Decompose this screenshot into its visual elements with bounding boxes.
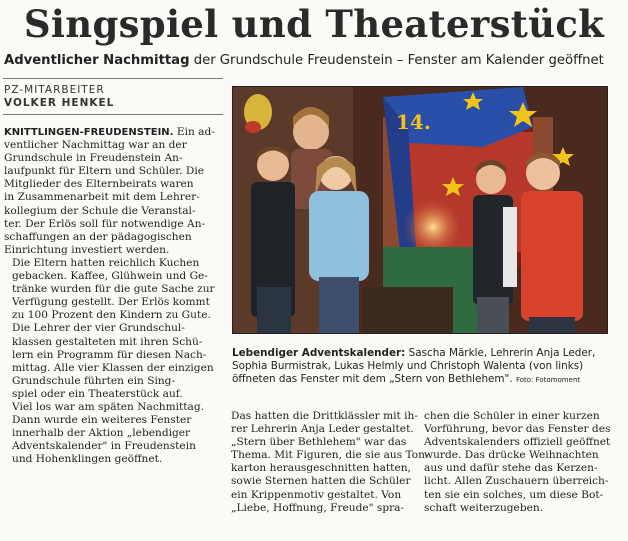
text-line: ventlicher Nachmittag war an der bbox=[4, 139, 187, 152]
caption-lead: Lebendiger Adventskalender: bbox=[232, 347, 406, 359]
text-line: wurde. Das drücke Weihnachten bbox=[424, 449, 599, 462]
text-line: Das hatten die Drittklässler mit ih- bbox=[231, 410, 418, 422]
paragraph-3 bbox=[4, 322, 223, 401]
text-line: spiel oder ein Theaterstück auf. bbox=[12, 387, 183, 400]
subheadline-bold: Adventlicher Nachmittag bbox=[4, 53, 190, 68]
caption-line-2: Sophia Burmistrak, Lukas Helmly und Christoph Walenta (von links) bbox=[232, 360, 584, 373]
byline-role: PZ-MITARBEITER bbox=[4, 84, 105, 96]
text-line-rest: Ein ad- bbox=[173, 126, 215, 138]
text-line: Dann wurde ein weiteres Fenster bbox=[12, 414, 192, 427]
text-line: Adventskalender" in Freudenstein bbox=[12, 440, 196, 453]
article-headline: Singspiel und Theaterstück bbox=[23, 2, 605, 46]
text-line: Die Eltern hatten reichlich Kuchen bbox=[12, 256, 200, 269]
paragraph-2 bbox=[4, 257, 223, 322]
photo-credit: Foto: Fotomoment bbox=[515, 376, 581, 385]
byline-rule-top bbox=[3, 78, 223, 79]
text-line: licht. Allen Zuschauern überreich- bbox=[424, 475, 609, 488]
text-line: Die Lehrer der vier Grundschul- bbox=[12, 322, 185, 335]
text-line: Thema. Mit Figuren, die sie aus Ton- bbox=[231, 449, 429, 462]
byline-rule-bottom bbox=[3, 114, 223, 115]
text-line: chen die Schüler in einer kurzen bbox=[424, 410, 600, 422]
banner-number: 14. bbox=[396, 110, 431, 134]
caption-line-3-text: öffneten das Fenster mit dem „Stern von Bethlehem". bbox=[232, 373, 513, 386]
article-column-2 bbox=[231, 410, 429, 515]
text-line: aus und dafür stehe das Kerzen- bbox=[424, 462, 598, 475]
text-line: ein Krippenmotiv gestaltet. Von bbox=[231, 488, 402, 501]
article-photo bbox=[232, 86, 608, 334]
article-subheadline bbox=[4, 53, 626, 68]
text-line: Grundschule führten ein Sing- bbox=[12, 374, 176, 387]
article-column-1 bbox=[4, 126, 223, 466]
text-line: schaft weiterzugeben. bbox=[424, 501, 544, 514]
subheadline-rest: der Grundschule Freudenstein – Fenster am Kalender geöffnet bbox=[189, 53, 604, 68]
text-line: Grundschule in Freudenstein An- bbox=[4, 152, 183, 165]
text-line: Vorführung, bevor das Fenster des bbox=[424, 423, 611, 436]
text-line: Verfügung gestellt. Der Erlös kommt bbox=[12, 296, 210, 309]
text-line: ter. Der Erlös soll für notwendige An- bbox=[4, 217, 206, 230]
caption-line-3 bbox=[232, 373, 622, 387]
text-line: in Zusammenarbeit mit dem Lehrer- bbox=[4, 191, 200, 204]
paragraph-1 bbox=[4, 126, 223, 257]
text-line: lern ein Programm für diesen Nach- bbox=[12, 348, 207, 361]
text-line: zu 100 Prozent den Kindern zu Gute. bbox=[12, 309, 211, 322]
text-line: klassen gestalteten mit ihren Schü- bbox=[12, 335, 203, 348]
text-line: mittag. Alle vier Klassen der einzigen bbox=[12, 361, 214, 374]
text-line bbox=[4, 126, 223, 139]
text-line: schaffungen an der pädagogischen bbox=[4, 230, 192, 243]
text-line: und Hohenklingen geöffnet. bbox=[12, 453, 163, 466]
text-line: tränke wurden für die gute Sache zur bbox=[12, 283, 215, 296]
text-line: „Liebe, Hoffnung, Freude" spra- bbox=[231, 501, 405, 514]
dateline: KNITTLINGEN-FREUDENSTEIN. bbox=[4, 127, 174, 138]
text-line: gebacken. Kaffee, Glühwein und Ge- bbox=[12, 270, 208, 283]
article-column-3 bbox=[424, 410, 622, 515]
text-line: innerhalb der Aktion „lebendiger bbox=[12, 427, 191, 440]
text-line: „Stern über Bethlehem" war das bbox=[231, 436, 407, 449]
text-line: ten sie ein solches, um diese Bot- bbox=[424, 488, 604, 501]
text-line: Adventskalenders offiziell geöffnet bbox=[424, 436, 611, 449]
text-line: Einrichtung investiert werden. bbox=[4, 243, 170, 256]
text-line: kollegium der Schule die Veranstal- bbox=[4, 204, 196, 217]
text-line: Viel los war am späten Nachmittag. bbox=[12, 400, 204, 413]
photo-caption bbox=[232, 347, 622, 388]
text-line: rer Lehrerin Anja Leder gestaltet. bbox=[231, 423, 414, 436]
photo-illustration bbox=[233, 87, 607, 333]
caption-line-1-rest: Sascha Märkle, Lehrerin Anja Leder, bbox=[405, 347, 596, 359]
text-line: sowie Sternen hatten die Schüler bbox=[231, 475, 411, 488]
text-line: Mitglieder des Elternbeirats waren bbox=[4, 178, 194, 191]
text-line: karton herausgeschnitten hatten, bbox=[231, 462, 411, 475]
text-line: laufpunkt für Eltern und Schüler. Die bbox=[4, 165, 205, 178]
caption-line-1 bbox=[232, 347, 622, 360]
byline-name: VOLKER HENKEL bbox=[4, 97, 115, 109]
byline bbox=[4, 84, 114, 110]
paragraph-4 bbox=[4, 401, 223, 466]
